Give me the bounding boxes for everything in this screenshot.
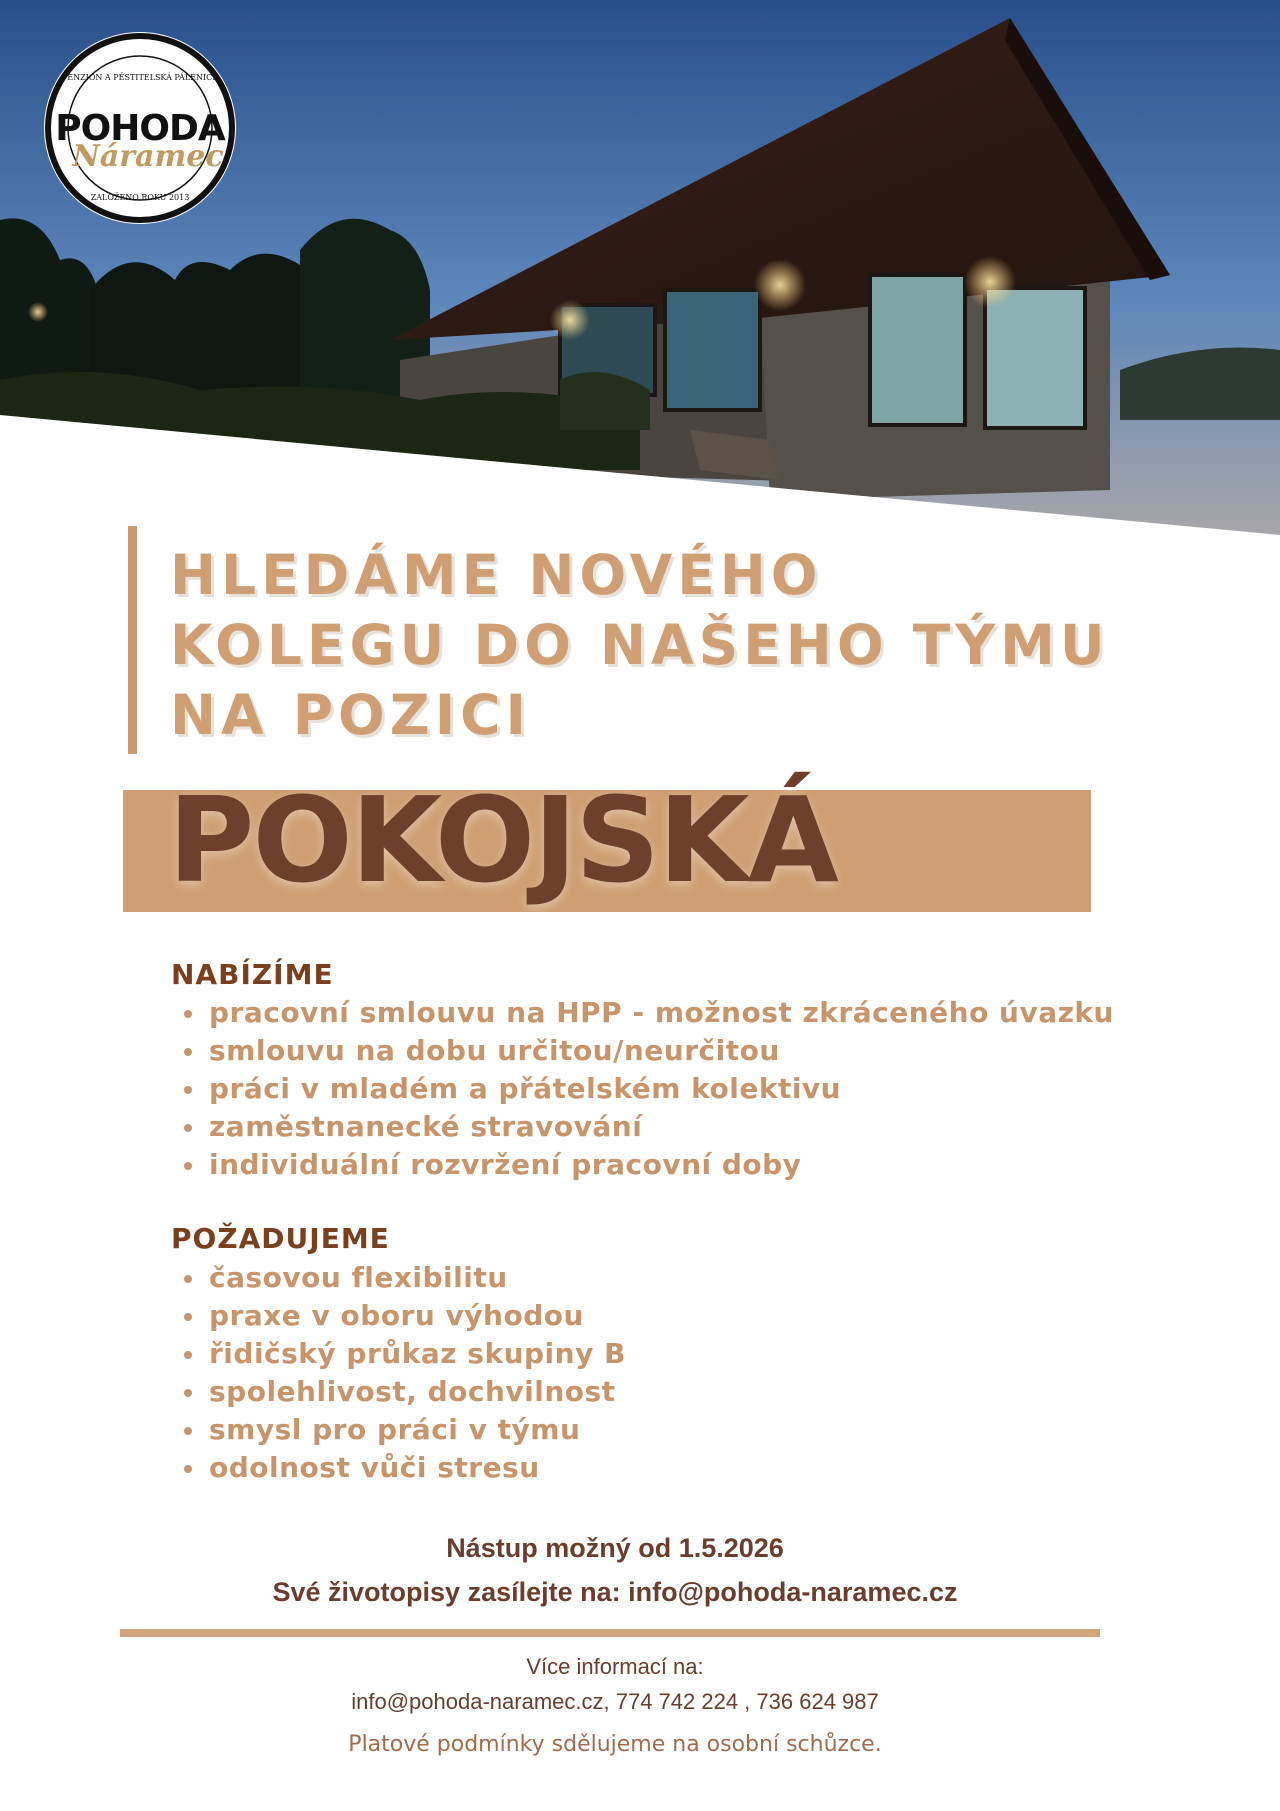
footer-divider	[120, 1629, 1100, 1637]
list-item: pracovní smlouvu na HPP - možnost zkráceného úvazku	[182, 994, 1114, 1032]
list-item: smysl pro práci v týmu	[182, 1411, 626, 1449]
list-item: smlouvu na dobu určitou/neurčitou	[182, 1032, 1114, 1070]
list-item: individuální rozvržení pracovní doby	[182, 1146, 1114, 1184]
logo-script: Náramec	[72, 139, 224, 174]
logo-ring-bottom: ZALOŽENO ROKU 2013	[90, 193, 190, 202]
more-info-label: Více informací na:	[526, 1654, 704, 1679]
heading-line-3: NA POZICI	[170, 683, 531, 747]
logo-brand: POHODA	[55, 108, 225, 149]
list-item: zaměstnanecké stravování	[182, 1108, 1114, 1146]
salary-note: Platové podmínky sdělujeme na osobní schůzce.	[348, 1732, 882, 1757]
list-item: praxe v oboru výhodou	[182, 1297, 626, 1335]
requirements-list	[182, 1259, 626, 1487]
heading-line-2: KOLEGU DO NAŠEHO TÝMU	[170, 613, 1110, 677]
page-heading	[170, 540, 1250, 750]
cv-email-line: Své životopisy zasílejte na: info@pohoda-naramec.cz	[272, 1577, 958, 1607]
list-item: práci v mladém a přátelském kolektivu	[182, 1070, 1114, 1108]
list-item: řidičský průkaz skupiny B	[182, 1335, 626, 1373]
heading-line-1: HLEDÁME NOVÉHO	[170, 543, 823, 607]
contact-details: info@pohoda-naramec.cz, 774 742 224 , 736 624 987	[351, 1689, 879, 1714]
list-item: časovou flexibilitu	[182, 1259, 626, 1297]
position-title: POKOJSKÁ	[168, 771, 837, 909]
offer-list	[182, 994, 1114, 1184]
offer-title: NABÍZÍME	[171, 958, 334, 991]
start-date: Nástup možný od 1.5.2026	[446, 1533, 784, 1563]
pohoda-logo	[40, 28, 240, 228]
heading-accent-bar	[128, 526, 137, 754]
list-item: spolehlivost, dochvilnost	[182, 1373, 626, 1411]
requirements-title: POŽADUJEME	[171, 1222, 390, 1255]
list-item: odolnost vůči stresu	[182, 1449, 626, 1487]
logo-ring-top: PENZION A PĚSTITELSKÁ PÁLENICE	[61, 73, 219, 82]
